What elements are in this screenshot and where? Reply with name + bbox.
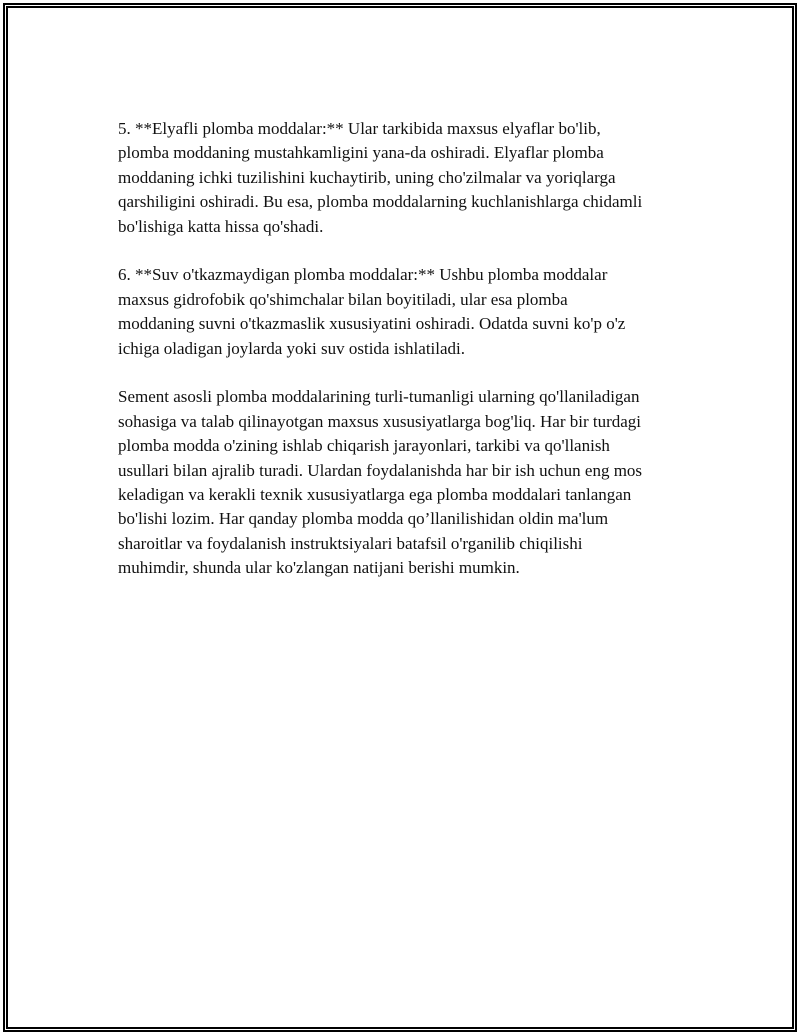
paragraph-summary: Sement asosli plomba moddalarining turli-tumanligi ularning qo'llaniladigan sohasiga va talab qilinayotgan maxsus xususiyatlarga bog'liq. Har bir turdagi plomba modda o'zining ishlab chiqarish jarayonlari, tarkibi va qo'llanish usullari bilan ajralib turadi. Ulardan foydalanishda har bir ish uchun eng mos keladigan va kerakli texnik xususiyatlarga ega plomba moddalari tanlangan bo'lishi lozim. Har qanday plomba modda qo’llanilishidan oldin ma'lum sharoitlar va foydalanish instruktsiyalari batafsil o'rganilib chiqilishi muhimdir, shunda ular ko'zlangan natijani berishi mumkin. <box>118 387 643 578</box>
document-body <box>118 117 698 605</box>
paragraph-fibrous-fillers: 5. **Elyafli plomba moddalar:** Ular tarkibida maxsus elyaflar bo'lib, plomba moddaning mustahkamligini yana-da oshiradi. Elyaflar plomba moddaning ichki tuzilishini kuchaytirib, uning cho'zilmalar va yoriqlarga qarshiligini oshiradi. Bu esa, plomba moddalarning kuchlanishlarga chidamli bo'lishiga katta hissa qo'shadi. <box>118 119 643 236</box>
paragraph-waterproof-fillers: 6. **Suv o'tkazmaydigan plomba moddalar:** Ushbu plomba moddalar maxsus gidrofobik qo'shimchalar bilan boyitiladi, ular esa plomba moddaning suvni o'tkazmaslik xususiyatini oshiradi. Odatda suvni ko'p o'z ichiga oladigan joylarda yoki suv ostida ishlatiladi. <box>118 265 626 358</box>
